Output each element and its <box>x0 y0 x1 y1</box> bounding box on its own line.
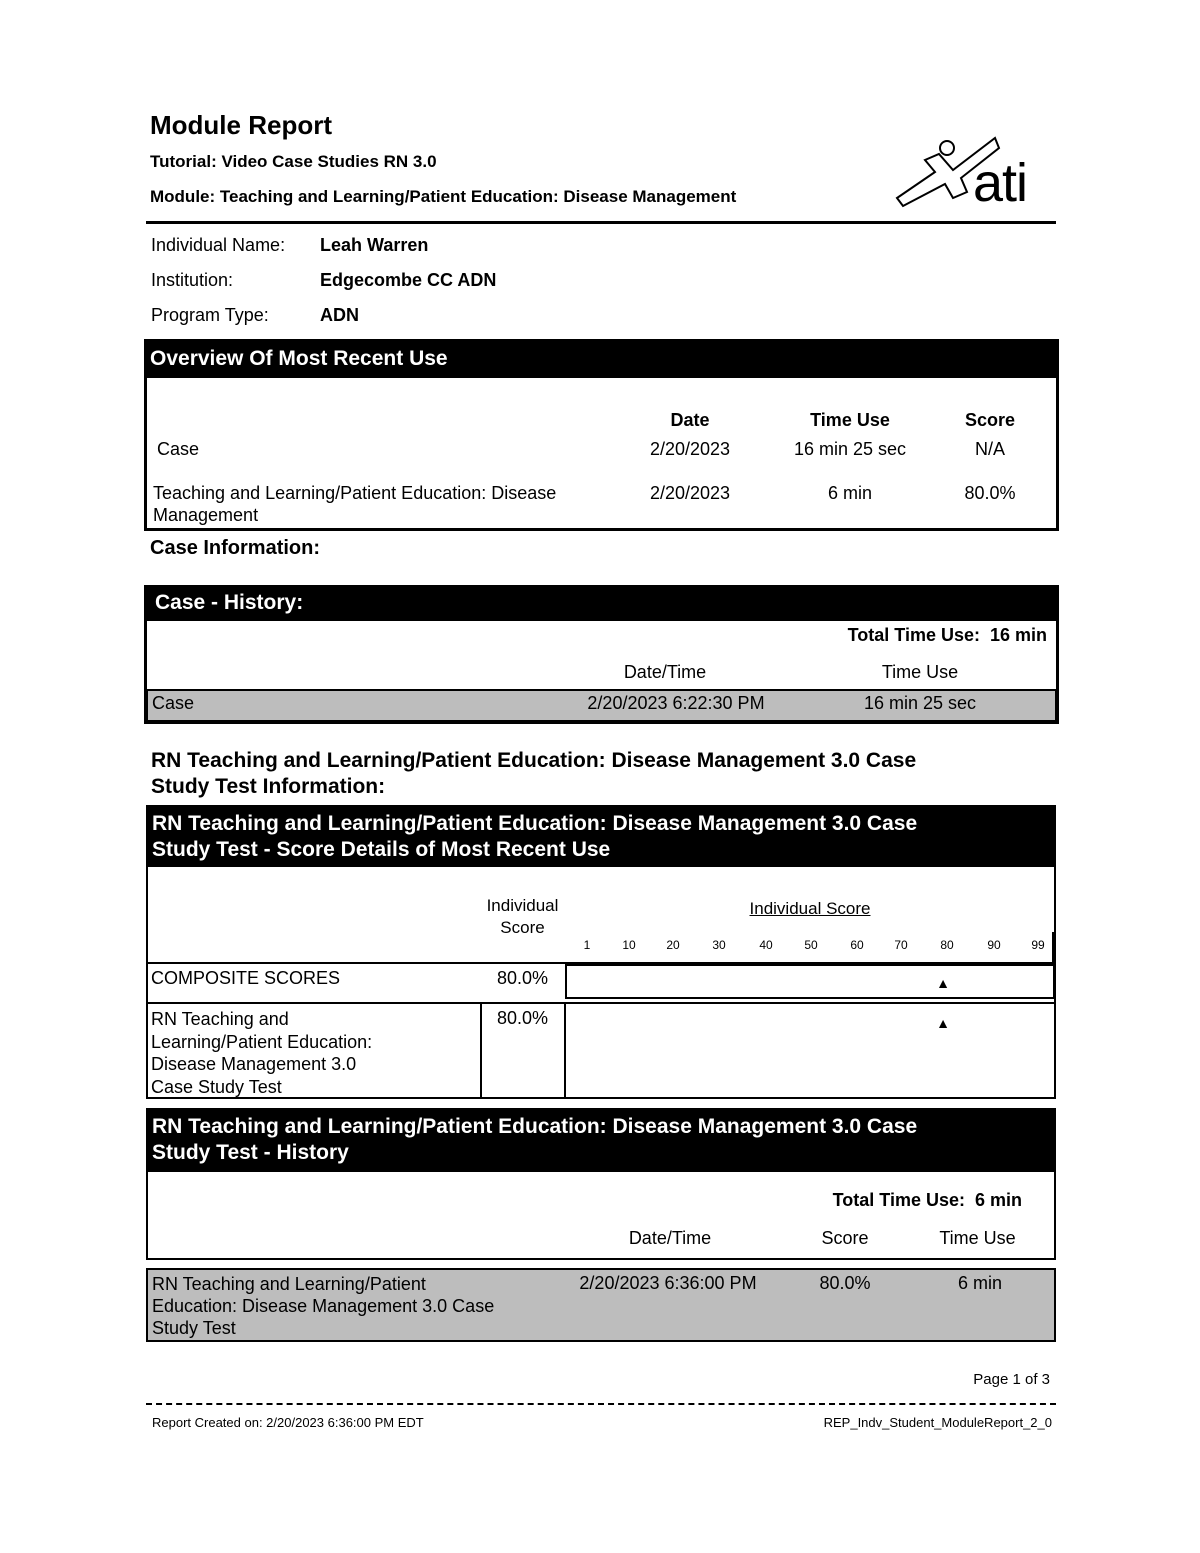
institution-value: Edgecombe CC ADN <box>320 270 497 290</box>
overview-col-time: Time Use <box>810 410 890 430</box>
test-row-score: 80.0% <box>496 1008 549 1028</box>
header-rule <box>146 221 1056 224</box>
name-value: Leah Warren <box>320 235 429 255</box>
case-history-col-datetime: Date/Time <box>623 662 707 682</box>
composite-score: 80.0% <box>496 968 549 988</box>
overview-row-module-time: 6 min <box>827 483 872 503</box>
score-details-header-line1: RN Teaching and Learning/Patient Education: Disease Management 3.0 Case <box>152 812 918 835</box>
tutorial-label: Tutorial: Video Case Studies RN 3.0 <box>150 152 437 171</box>
test-history-row-datetime: 2/20/2023 6:36:00 PM <box>579 1273 757 1293</box>
percentile-tick-99: 99 <box>1031 938 1045 952</box>
test-history-header <box>146 1108 1056 1172</box>
overview-col-score: Score <box>964 410 1016 430</box>
overview-row-case-time: 16 min 25 sec <box>793 439 907 459</box>
test-history-col-timeuse: Time Use <box>939 1228 1016 1248</box>
test-information-label-2: Study Test Information: <box>151 775 386 798</box>
test-information-label-1: RN Teaching and Learning/Patient Education: Disease Management 3.0 Case <box>151 749 917 772</box>
test-row-label-4: Case Study Test <box>151 1076 282 1097</box>
case-history-total-time: Total Time Use: 16 min <box>847 625 1047 645</box>
overview-row-case-score: N/A <box>974 439 1005 459</box>
percentile-tick-20: 20 <box>666 938 680 952</box>
score-details-header <box>146 805 1056 867</box>
individual-score-col-header-1: Individual <box>486 896 559 915</box>
overview-row-module-name-2: Management <box>153 505 259 525</box>
test-history-row-score: 80.0% <box>819 1273 871 1293</box>
test-history-col-score: Score <box>821 1228 869 1248</box>
program-value: ADN <box>320 305 359 325</box>
test-history-row-name <box>152 1273 494 1339</box>
test-history-row-name-3: Study Test <box>152 1318 236 1338</box>
test-history-row-name-1: RN Teaching and Learning/Patient <box>152 1274 426 1294</box>
program-label: Program Type: <box>151 305 269 325</box>
percentile-tick-60: 60 <box>850 938 864 952</box>
case-history-row-time: 16 min 25 sec <box>863 693 977 713</box>
test-row-divider-1 <box>480 1003 482 1098</box>
name-label: Individual Name: <box>151 235 286 255</box>
composite-row-rule-bottom <box>146 1002 1056 1004</box>
overview-header: Overview Of Most Recent Use <box>144 339 1059 378</box>
overview-row-module-date: 2/20/2023 <box>649 483 731 503</box>
individual-score-col-header-2: Score <box>500 918 545 937</box>
report-id: REP_Indv_Student_ModuleReport_2_0 <box>823 1415 1052 1430</box>
test-history-header-line1: RN Teaching and Learning/Patient Education: Disease Management 3.0 Case <box>152 1115 918 1138</box>
test-row-label <box>151 1008 372 1098</box>
report-created: Report Created on: 2/20/2023 6:36:00 PM EDT <box>152 1415 424 1430</box>
ati-logo <box>895 132 1055 222</box>
module-label: Module: Teaching and Learning/Patient Education: Disease Management <box>150 187 737 206</box>
score-details-header-line2: Study Test - Score Details of Most Recent Use <box>152 838 611 861</box>
composite-label: COMPOSITE SCORES <box>151 968 341 988</box>
percentile-tick-1: 1 <box>583 938 591 952</box>
test-history-header-line2: Study Test - History <box>152 1141 349 1164</box>
case-history-row-datetime: 2/20/2023 6:22:30 PM <box>587 693 765 713</box>
case-history-row-name: Case <box>152 693 195 713</box>
scale-right-edge <box>1052 932 1054 962</box>
test-history-row-name-2: Education: Disease Management 3.0 Case <box>152 1296 495 1316</box>
test-row-label-1: RN Teaching and <box>151 1009 289 1029</box>
case-information-label: Case Information: <box>150 537 321 559</box>
individual-score-col-header <box>470 895 575 939</box>
test-row-label-3: Disease Management 3.0 <box>151 1054 357 1074</box>
ati-logo-text: ati <box>973 153 1028 213</box>
institution-label: Institution: <box>151 270 234 290</box>
case-history-col-timeuse: Time Use <box>881 662 959 682</box>
report-title: Module Report <box>150 110 332 140</box>
overview-row-case-name: Case <box>157 439 200 459</box>
case-history-header: Case - History: <box>144 585 1059 621</box>
test-history-col-datetime: Date/Time <box>628 1228 712 1248</box>
test-history-row-time: 6 min <box>957 1273 1002 1293</box>
percentile-tick-30: 30 <box>712 938 726 952</box>
overview-row-module-name-1: Teaching and Learning/Patient Education: Disease <box>153 483 557 503</box>
percentile-scale-title: Individual Score <box>749 899 871 918</box>
percentile-tick-50: 50 <box>804 938 818 952</box>
test-percentile-marker: ▲ <box>936 1015 950 1031</box>
percentile-tick-10: 10 <box>622 938 636 952</box>
composite-percentile-marker: ▲ <box>936 975 950 991</box>
percentile-tick-40: 40 <box>759 938 773 952</box>
footer-dashed-rule <box>146 1403 1056 1405</box>
test-row-divider-2 <box>564 1003 566 1098</box>
test-row-label-2: Learning/Patient Education: <box>151 1031 373 1052</box>
test-history-total-time: Total Time Use: 6 min <box>832 1190 1022 1210</box>
page-number: Page 1 of 3 <box>973 1371 1050 1388</box>
percentile-tick-90: 90 <box>987 938 1001 952</box>
overview-row-case-date: 2/20/2023 <box>649 439 731 459</box>
overview-col-date: Date <box>670 410 710 430</box>
composite-bar-box <box>565 964 1055 999</box>
percentile-tick-70: 70 <box>894 938 908 952</box>
overview-row-module-score: 80.0% <box>964 483 1016 503</box>
percentile-tick-80: 80 <box>940 938 954 952</box>
